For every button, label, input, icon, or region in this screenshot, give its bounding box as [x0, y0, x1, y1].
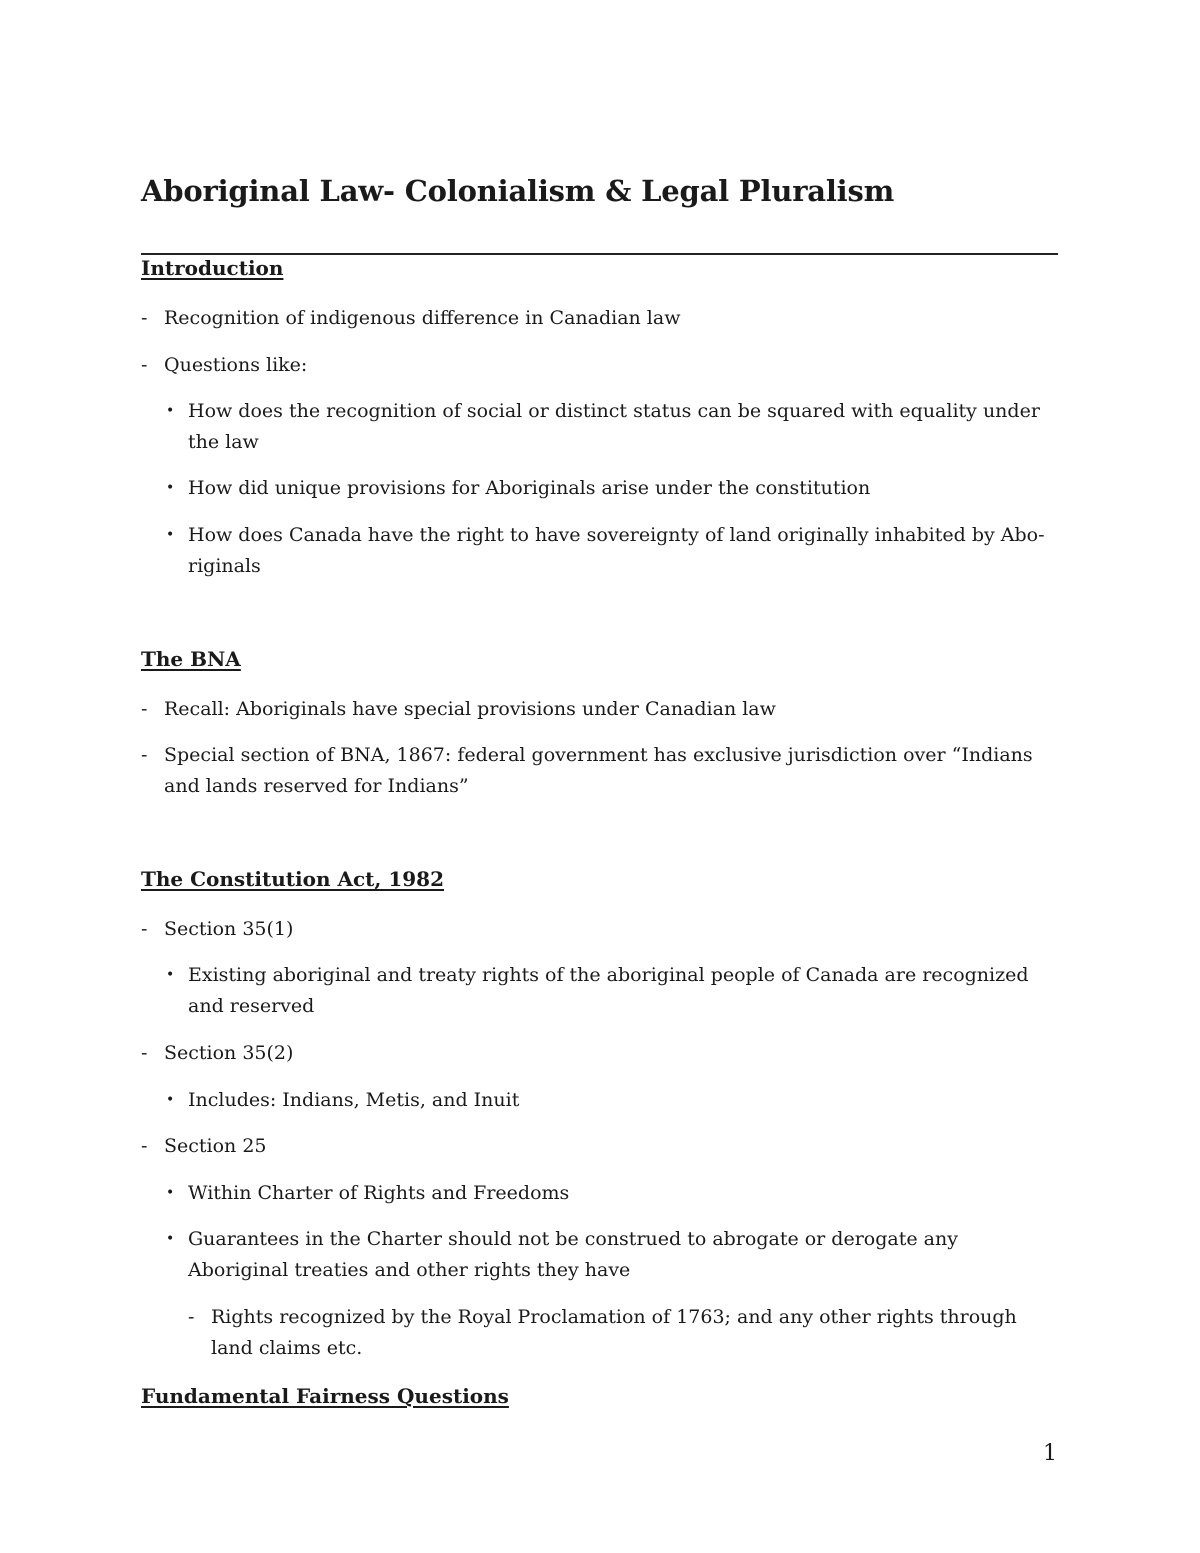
list-item-text: Within Charter of Rights and Freedoms	[188, 1182, 570, 1204]
section-heading-fairness: Fundamental Fairness Questions	[141, 1384, 509, 1408]
bullet-marker: •	[166, 480, 175, 496]
dash-marker: -	[141, 307, 148, 329]
list-item-text: How did unique provisions for Aboriginals arise under the constitution	[188, 477, 871, 499]
section-heading-introduction: Introduction	[141, 256, 284, 280]
dash-marker: -	[141, 354, 148, 376]
dash-marker: -	[141, 1135, 148, 1157]
list-item-text: Questions like:	[164, 354, 308, 376]
title-divider	[141, 253, 1058, 255]
list-item-text: Recognition of indigenous difference in Canadian law	[164, 307, 681, 329]
list-item-text: Special section of BNA, 1867: federal government has exclusive jurisdiction over “Indians and lands reserved for Indians”	[164, 744, 1033, 797]
list-item-text: Guarantees in the Charter should not be construed to abrogate or derogate any Aboriginal treaties and other rights they have	[188, 1228, 958, 1281]
section-heading-bna: The BNA	[141, 647, 241, 671]
dash-marker: -	[141, 1042, 148, 1064]
list-item-text: Includes: Indians, Metis, and Inuit	[188, 1089, 520, 1111]
list-item-text: Section 35(1)	[164, 918, 294, 940]
dash-marker: -	[141, 744, 148, 766]
bullet-marker: •	[166, 1231, 175, 1247]
list-item-text: Existing aboriginal and treaty rights of the aboriginal people of Canada are recognized and reserved	[188, 964, 1029, 1017]
section-heading-constitution-act: The Constitution Act, 1982	[141, 867, 444, 891]
bullet-marker: •	[166, 527, 175, 543]
dash-marker: -	[141, 698, 148, 720]
dash-marker: -	[188, 1306, 195, 1328]
list-item-text: How does the recognition of social or distinct status can be squared with equality under the law	[188, 400, 1040, 453]
bullet-marker: •	[166, 1092, 175, 1108]
list-item-text: Section 35(2)	[164, 1042, 294, 1064]
list-item-text: Recall: Aboriginals have special provisions under Canadian law	[164, 698, 776, 720]
bullet-marker: •	[166, 1185, 175, 1201]
list-item-text: Rights recognized by the Royal Proclamation of 1763; and any other rights through land claims etc.	[211, 1306, 1017, 1359]
page-number: 1	[1043, 1441, 1057, 1466]
dash-marker: -	[141, 918, 148, 940]
document-title: Aboriginal Law- Colonialism & Legal Pluralism	[141, 174, 895, 208]
bullet-marker: •	[166, 967, 175, 983]
list-item-text: Section 25	[164, 1135, 267, 1157]
list-item-text: How does Canada have the right to have sovereignty of land originally inhabited by Abo-riginals	[188, 524, 1045, 577]
bullet-marker: •	[166, 403, 175, 419]
